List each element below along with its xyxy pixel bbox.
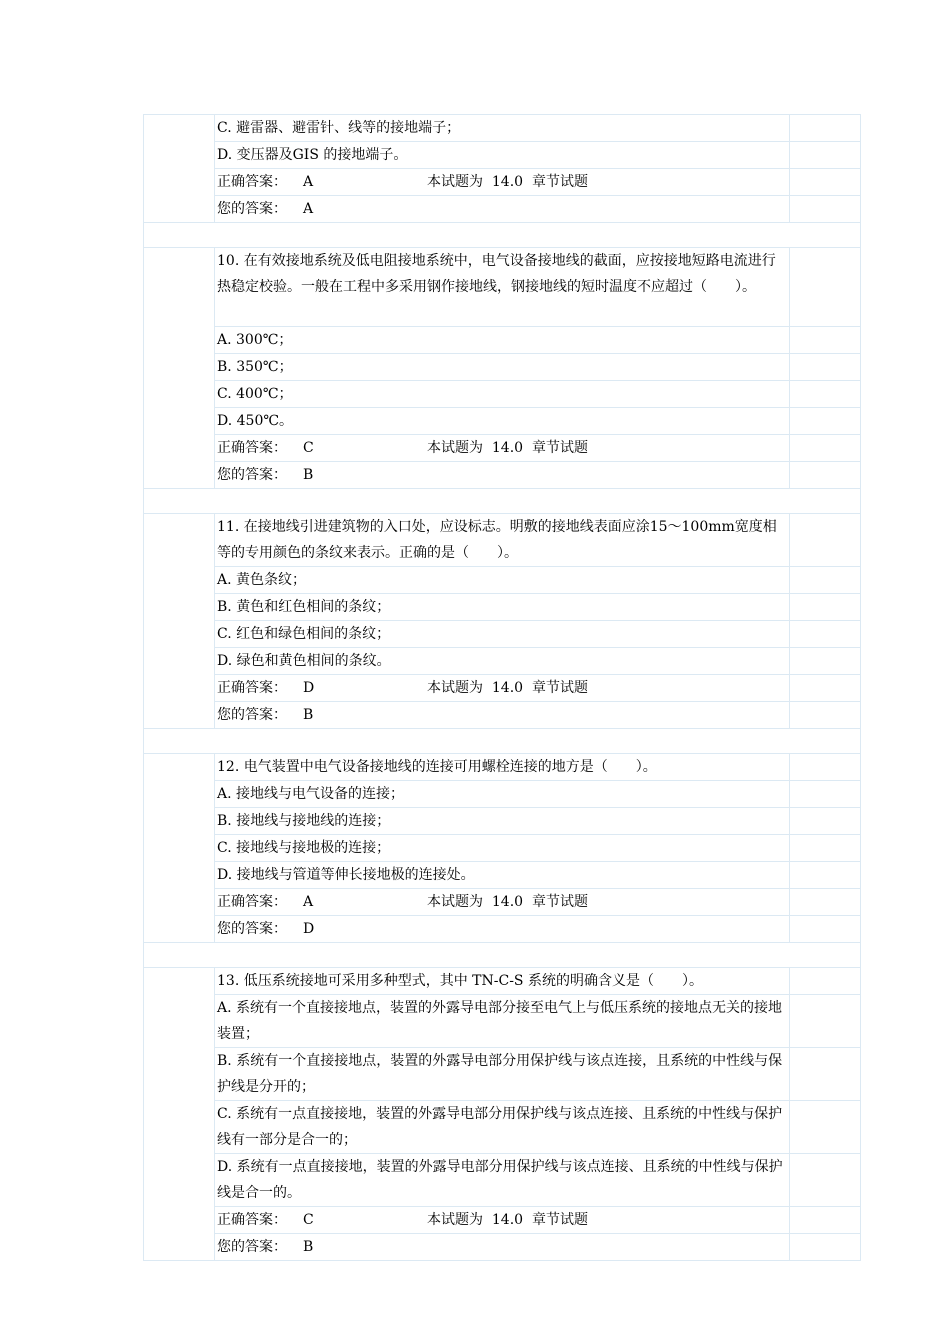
option-row: D. 变压器及GIS 的接地端子。 <box>215 142 790 169</box>
question-note: 本试题为 14.0 章节试题 <box>427 894 588 910</box>
option-row: A. 系统有一个直接接地点，装置的外露导电部分接至电气上与低压系统的接地点无关的接地装置； <box>215 995 790 1048</box>
correct-answer-label: 正确答案： <box>217 174 287 190</box>
your-answer-row <box>215 196 790 223</box>
your-answer-row <box>215 462 790 489</box>
correct-answer-row <box>215 1207 790 1234</box>
option-row: D. 450℃。 <box>215 408 790 435</box>
question-note: 本试题为 14.0 章节试题 <box>427 440 588 456</box>
your-answer-row <box>215 702 790 729</box>
option-row: D. 系统有一点直接接地，装置的外露导电部分用保护线与该点连接、且系统的中性线与保护线是合一的。 <box>215 1154 790 1207</box>
your-answer-value: B <box>303 467 314 483</box>
your-answer-label: 您的答案： <box>217 201 287 217</box>
spacer-row <box>144 489 861 514</box>
your-answer-row <box>215 916 790 943</box>
question-text: 11. 在接地线引进建筑物的入口处，应设标志。明敷的接地线表面应涂15～100mm宽度相等的专用颜色的条纹来表示。正确的是（ ）。 <box>215 514 790 567</box>
spacer-row <box>144 943 861 968</box>
correct-answer-row <box>215 435 790 462</box>
exam-sheet <box>143 114 861 1261</box>
spacer-row <box>144 223 861 248</box>
question-note: 本试题为 14.0 章节试题 <box>427 680 588 696</box>
option-row: D. 接地线与管道等伸长接地极的连接处。 <box>215 862 790 889</box>
right-margin-cell <box>790 115 861 142</box>
option-row: C. 系统有一点直接接地，装置的外露导电部分用保护线与该点连接、且系统的中性线与保护线有一部分是合一的； <box>215 1101 790 1154</box>
question-note: 本试题为 14.0 章节试题 <box>427 174 588 190</box>
correct-answer-label: 正确答案： <box>217 440 287 456</box>
option-row: C. 红色和绿色相间的条纹； <box>215 621 790 648</box>
option-row: C. 400℃； <box>215 381 790 408</box>
correct-answer-label: 正确答案： <box>217 894 287 910</box>
option-row: A. 300℃； <box>215 327 790 354</box>
left-margin-cell <box>144 115 215 223</box>
question-text: 10. 在有效接地系统及低电阻接地系统中，电气设备接地线的截面，应按接地短路电流进行热稳定校验。一般在工程中多采用钢作接地线，钢接地线的短时温度不应超过（ ）。 <box>215 248 790 327</box>
your-answer-value: B <box>303 1239 314 1255</box>
question-table <box>143 114 861 1261</box>
question-text: 13. 低压系统接地可采用多种型式，其中 TN-C-S 系统的明确含义是（ ）。 <box>215 968 790 995</box>
your-answer-label: 您的答案： <box>217 707 287 723</box>
question-note: 本试题为 14.0 章节试题 <box>427 1212 588 1228</box>
correct-answer-row <box>215 889 790 916</box>
option-row: C. 接地线与接地极的连接； <box>215 835 790 862</box>
your-answer-row <box>215 1234 790 1261</box>
option-row: A. 黄色条纹； <box>215 567 790 594</box>
option-row: B. 350℃； <box>215 354 790 381</box>
option-row: B. 黄色和红色相间的条纹； <box>215 594 790 621</box>
your-answer-label: 您的答案： <box>217 1239 287 1255</box>
option-row: D. 绿色和黄色相间的条纹。 <box>215 648 790 675</box>
option-row: C. 避雷器、避雷针、线等的接地端子； <box>215 115 790 142</box>
correct-answer-value: D <box>303 680 315 696</box>
spacer-row <box>144 729 861 754</box>
correct-answer-value: A <box>303 174 314 190</box>
option-row: B. 系统有一个直接接地点，装置的外露导电部分用保护线与该点连接，且系统的中性线与保护线是分开的； <box>215 1048 790 1101</box>
correct-answer-value: A <box>303 894 314 910</box>
your-answer-value: A <box>303 201 314 217</box>
question-text: 12. 电气装置中电气设备接地线的连接可用螺栓连接的地方是（ ）。 <box>215 754 790 781</box>
correct-answer-label: 正确答案： <box>217 1212 287 1228</box>
your-answer-label: 您的答案： <box>217 467 287 483</box>
your-answer-value: B <box>303 707 314 723</box>
correct-answer-row <box>215 169 790 196</box>
option-row: B. 接地线与接地线的连接； <box>215 808 790 835</box>
your-answer-value: D <box>303 921 315 937</box>
option-row: A. 接地线与电气设备的连接； <box>215 781 790 808</box>
correct-answer-value: C <box>303 440 314 456</box>
your-answer-label: 您的答案： <box>217 921 287 937</box>
correct-answer-value: C <box>303 1212 314 1228</box>
correct-answer-row <box>215 675 790 702</box>
correct-answer-label: 正确答案： <box>217 680 287 696</box>
